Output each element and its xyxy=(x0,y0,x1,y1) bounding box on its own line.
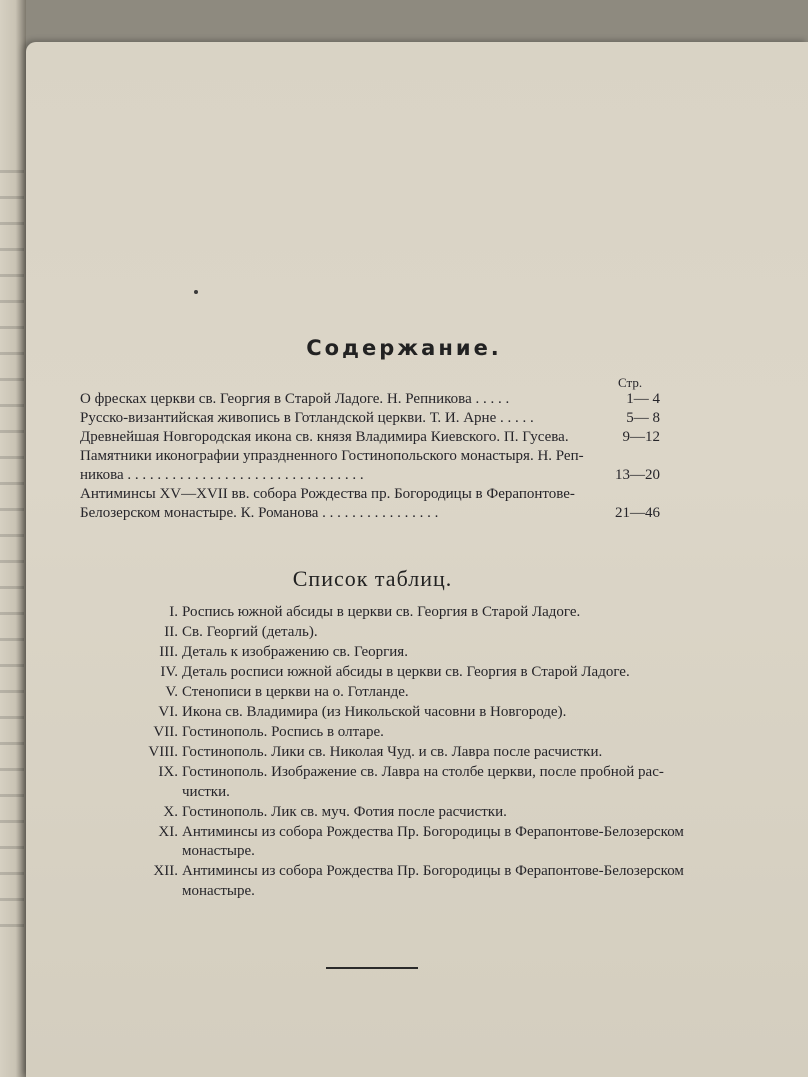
plate-entry xyxy=(60,703,710,723)
plates-title: Список таблиц. xyxy=(292,566,453,591)
plate-entry xyxy=(60,862,710,902)
plate-number: XI. xyxy=(158,823,178,840)
plate-number: I. xyxy=(169,604,178,620)
plate-number: IX. xyxy=(158,764,178,780)
contents-entry-text: О фресках церкви св. Георгия в Старой Ладоге. Н. Репникова . . . . . xyxy=(80,391,510,407)
contents-entry-text: Древнейшая Новгородская икона св. князя Владимира Киевского. П. Гусева. xyxy=(80,429,569,445)
plate-caption: Гостинополь. Изображение св. Лавра на столбе церкви, после пробной рас- xyxy=(182,764,664,780)
plate-entry xyxy=(60,663,710,683)
plate-number: II. xyxy=(164,624,178,640)
contents-list xyxy=(80,390,660,523)
contents-entry-pages: 13—20 xyxy=(615,467,660,483)
plate-entry xyxy=(60,803,710,823)
plate-caption: Антиминсы из собора Рождества Пр. Богородицы в Ферапонтове-Белозерском xyxy=(182,863,684,879)
plate-caption: Икона св. Владимира (из Никольской часовни в Новгороде). xyxy=(182,704,567,720)
contents-entry xyxy=(80,466,660,485)
plate-entry xyxy=(60,683,710,703)
plate-caption: Стенописи в церкви на о. Готланде. xyxy=(182,684,409,700)
closing-rule xyxy=(326,967,418,969)
plate-number: V. xyxy=(165,684,178,700)
plate-caption: Св. Георгий (деталь). xyxy=(182,624,318,640)
contents-entry-pages: 1— 4 xyxy=(626,391,660,407)
plate-entry xyxy=(60,643,710,663)
plate-entry xyxy=(60,723,710,743)
plate-caption: Гостинополь. Лик св. муч. Фотия после расчистки. xyxy=(182,803,507,820)
contents-entry-text: Русско-византийская живопись в Готландской церкви. Т. И. Арне . . . . . xyxy=(80,410,534,426)
ink-spot xyxy=(194,290,198,294)
contents-entry xyxy=(80,428,660,447)
plate-caption: монастыре. xyxy=(182,882,255,899)
left-page-text-fragments xyxy=(0,170,24,930)
plate-number: VII. xyxy=(153,724,178,740)
plate-caption: Гостинополь. Лики св. Николая Чуд. и св. Лавра после расчистки. xyxy=(182,744,603,760)
contents-entry-text: никова . . . . . . . . . . . . . . . . . . . . . . . . . . . . . . . . xyxy=(80,467,364,483)
plate-number: VIII. xyxy=(148,744,178,760)
plate-caption: Деталь к изображению св. Георгия. xyxy=(182,644,408,660)
plate-entry xyxy=(60,623,710,643)
contents-entry xyxy=(80,447,660,466)
contents-entry-text: Памятники иконографии упраздненного Гостинопольского монастыря. Н. Реп- xyxy=(80,448,584,464)
contents-entry xyxy=(80,409,660,428)
contents-entry xyxy=(80,485,660,504)
contents-entry-pages: 9—12 xyxy=(622,429,660,445)
plate-caption: Роспись южной абсиды в церкви св. Георгия в Старой Ладоге. xyxy=(182,604,581,620)
plate-entry xyxy=(60,763,710,803)
plate-number: IV. xyxy=(160,664,178,680)
plate-caption: Антиминсы из собора Рождества Пр. Богородицы в Ферапонтове-Белозерском xyxy=(182,823,684,840)
plate-number: XII. xyxy=(153,863,178,879)
page-column-header: Стр. xyxy=(618,375,643,390)
plate-entry xyxy=(60,823,710,863)
plate-caption: Гостинополь. Роспись в олтаре. xyxy=(182,724,384,740)
contents-title: Содержание. xyxy=(306,336,502,360)
contents-entry xyxy=(80,504,660,523)
contents-entry-text: Белозерском монастыре. К. Романова . . . . . . . . . . . . . . . . xyxy=(80,505,439,521)
contents-entry-text: Антиминсы XV—XVII вв. собора Рождества пр. Богородицы в Ферапонтове- xyxy=(80,486,575,502)
plate-caption: монастыре. xyxy=(182,843,255,859)
plate-caption: Деталь росписи южной абсиды в церкви св. Георгия в Старой Ладоге. xyxy=(182,664,630,680)
plate-number: VI. xyxy=(158,704,178,720)
plate-number: X. xyxy=(163,803,178,820)
plate-entry xyxy=(60,603,710,623)
plates-list xyxy=(60,603,710,902)
plate-entry xyxy=(60,743,710,763)
contents-entry xyxy=(80,390,660,409)
book-page xyxy=(26,42,808,1077)
contents-entry-pages: 21—46 xyxy=(615,505,660,521)
plate-number: III. xyxy=(159,644,178,660)
contents-entry-pages: 5— 8 xyxy=(626,410,660,426)
left-page-edge xyxy=(0,0,26,1077)
plate-caption: чистки. xyxy=(182,783,230,800)
